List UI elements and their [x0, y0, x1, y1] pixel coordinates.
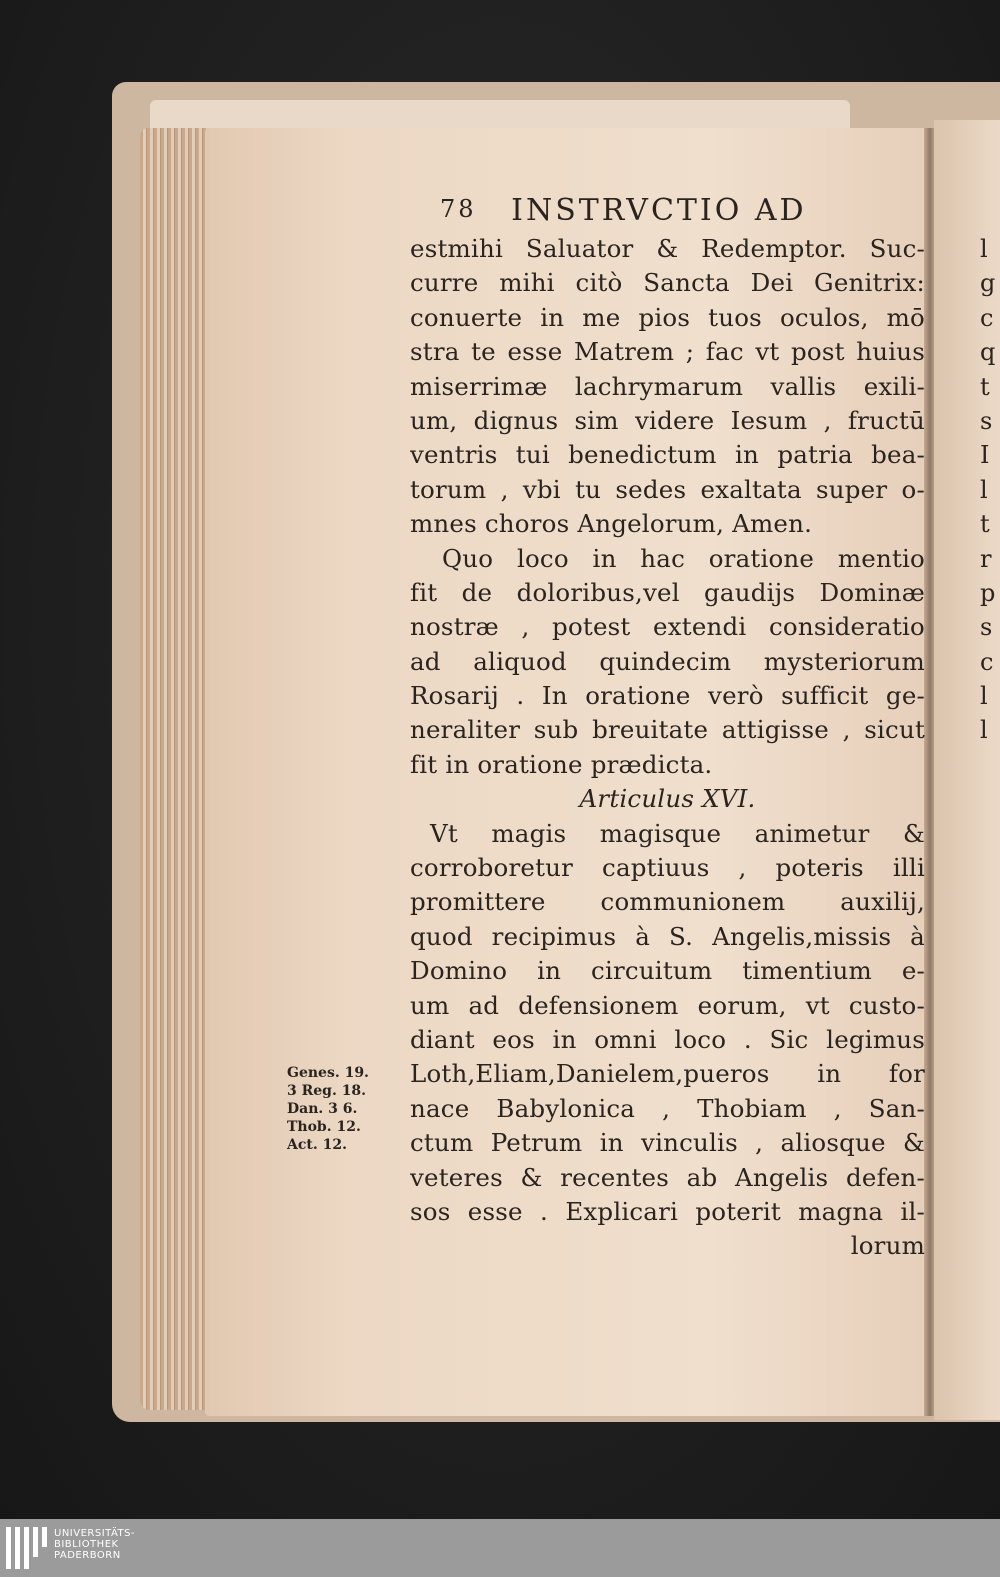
text-line: ventris tui benedictum in patria bea-: [410, 440, 925, 470]
text-line: torum , vbi tu sedes exaltata super o-: [410, 474, 925, 504]
library-name-line: BIBLIOTHEK: [54, 1539, 119, 1550]
facing-page-fragment: r: [980, 544, 992, 573]
text-line: estmihi Saluator & Redemptor. Suc-: [410, 234, 925, 263]
facing-page-fragment: t: [980, 372, 990, 401]
text-line: Loth,Eliam,Danielem,pueros in for: [410, 1059, 925, 1089]
margin-note: Dan. 3 6.: [287, 1101, 358, 1117]
text-line: Quo loco in hac oratione mentio: [442, 543, 925, 573]
text-line: curre mihi citò Sancta Dei Genitrix:: [410, 268, 925, 298]
page-header: [440, 193, 880, 233]
facing-page-fragment: t: [980, 510, 990, 539]
text-line: um ad defensionem eorum, vt custo-: [410, 990, 925, 1020]
library-name-line: UNIVERSITÄTS-: [54, 1528, 136, 1539]
text-line: mnes choros Angelorum, Amen.: [410, 509, 813, 539]
text-line: stra te esse Matrem ; fac vt post huius: [410, 337, 925, 367]
margin-note: Genes. 19.: [287, 1065, 369, 1081]
facing-page-fragment: s: [980, 406, 993, 435]
library-name-line: PADERBORN: [54, 1550, 121, 1561]
text-line: conuerte in me pios tuos oculos, mō: [410, 302, 925, 332]
text-line: Vt magis magisque animetur &: [430, 818, 925, 848]
margin-note: Thob. 12.: [287, 1119, 361, 1135]
facing-page-fragment: c: [980, 303, 994, 332]
page-body-text: [410, 232, 925, 1264]
running-title: INSTRVCTIO AD: [511, 193, 807, 228]
library-banner: [0, 1519, 1000, 1577]
text-line: um, dignus sim videre Iesum , fructū: [410, 405, 925, 435]
text-line: sos esse . Explicari poterit magna il-: [410, 1196, 925, 1226]
text-line: diant eos in omni loco . Sic legimus: [410, 1024, 925, 1054]
library-logo-icon: [6, 1527, 48, 1569]
text-line: quod recipimus à S. Angelis,missis à: [410, 921, 925, 951]
facing-page-fragment: l: [980, 716, 988, 745]
facing-page-fragment: s: [980, 613, 993, 642]
margin-note: Act. 12.: [287, 1137, 347, 1153]
text-line: fit in oratione prædicta.: [410, 749, 713, 779]
text-line: ctum Petrum in vinculis , aliosque &: [410, 1128, 925, 1158]
text-line: nace Babylonica , Thobiam , San-: [410, 1093, 925, 1123]
text-line: ad aliquod quindecim mysteriorum: [410, 646, 925, 676]
facing-page-fragment: p: [980, 578, 996, 607]
text-line: veteres & recentes ab Angelis defen-: [410, 1162, 925, 1192]
facing-page-fragment: l: [980, 475, 988, 504]
text-line: lorum: [850, 1231, 925, 1261]
text-line: corroboretur captiuus , poteris illi: [410, 853, 925, 883]
text-line: promittere communionem auxilij,: [410, 887, 925, 917]
facing-page-fragment: I: [980, 441, 990, 470]
text-line: miserrimæ lachrymarum vallis exili-: [410, 371, 925, 401]
text-line: Rosarij . In oratione verò sufficit ge-: [410, 681, 925, 711]
text-line: nostræ , potest extendi consideratio: [410, 612, 925, 642]
facing-page-fragment: q: [980, 338, 996, 367]
text-line: neraliter sub breuitate attigisse , sicut: [410, 715, 925, 745]
facing-page-fragment: c: [980, 647, 994, 676]
facing-page-fragment: g: [980, 269, 996, 298]
margin-references: [287, 1064, 387, 1154]
facing-page-fragment: l: [980, 235, 988, 263]
text-line: Domino in circuitum timentium e-: [410, 956, 925, 986]
article-heading: Articulus XVI.: [579, 784, 756, 814]
text-line: fit de doloribus,vel gaudijs Dominæ: [410, 577, 925, 607]
facing-page-fragment: l: [980, 682, 988, 711]
facing-page-text: [980, 232, 1000, 748]
library-name: [54, 1528, 135, 1561]
page-number: 78: [440, 195, 477, 223]
margin-note: 3 Reg. 18.: [287, 1083, 367, 1099]
